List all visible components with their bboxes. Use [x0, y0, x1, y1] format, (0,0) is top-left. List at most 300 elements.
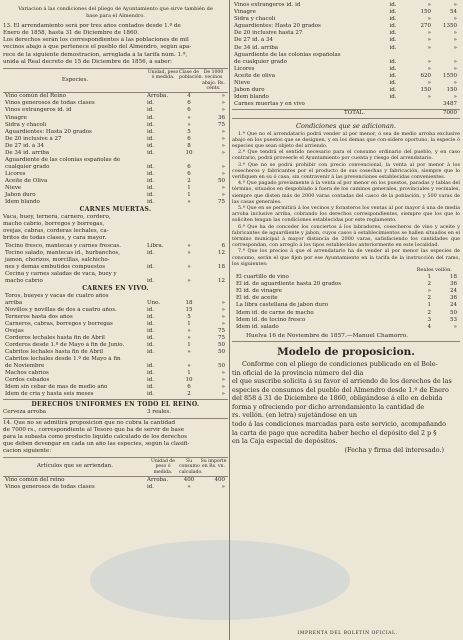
row-value-a [179, 257, 199, 264]
row-value-b: 3487 [443, 101, 457, 108]
table-row [3, 271, 228, 278]
price-row [232, 288, 460, 295]
row-label: macho cabrío [5, 277, 43, 284]
row-value-a: » [427, 80, 431, 87]
row-label: Cerdos cebados [5, 377, 50, 384]
row-unit: id. [147, 149, 155, 156]
row-value-b: » [453, 16, 457, 23]
row-label: Aguardientes: Hasta 20 grados [234, 23, 321, 30]
row-label: Machos cabríos [5, 370, 49, 377]
table-row [3, 115, 228, 122]
text-line: para la subasta como producto líquido calculado de los derechos [3, 433, 187, 440]
row-value-b: 75 [218, 199, 225, 206]
table-row [3, 171, 228, 178]
row-label: arriba [5, 299, 23, 306]
row-value-b: 75 [218, 335, 225, 342]
divider-line [3, 418, 228, 419]
table-row [3, 93, 228, 100]
row-value-b [199, 157, 228, 164]
table-header-label: Artículos que se arriendan. [37, 463, 113, 470]
row-label: Carneros, cabras, borregos y borregas [5, 320, 113, 327]
condition-paragraph: 4.ª Que pagado previamente á la venta al por menor en los puestos, paradas y tablas del término, situados en despoblado á fuera de los caminos generales, provinciales y vecinales, siempre que disten más de 2000 varas contadas del casco de la población, y 500 varas de las casas generales. [232, 180, 460, 205]
row-unit: id. [389, 72, 397, 79]
table-row [232, 59, 460, 66]
table-header-class: Clase de población. [179, 69, 204, 81]
row-label: Aguardientes: Hasta 20 grados [5, 128, 92, 135]
row-value-b: » [221, 384, 225, 391]
table-row [3, 349, 228, 356]
modelo-line: la carta de pago que acredita haber hecho el depósito del 2 p § [232, 428, 437, 437]
row-value-a: » [427, 44, 431, 51]
price-label: El id. de aceite [236, 295, 278, 302]
row-value-a: 6 [187, 107, 191, 114]
table-row [3, 199, 228, 206]
row-value-a [179, 271, 199, 278]
row-value-b: » [221, 93, 225, 100]
price-row [232, 310, 460, 317]
table-row [3, 100, 228, 107]
row-unit: id. [147, 142, 155, 149]
row-value-a: 620 [420, 72, 431, 79]
row-unit [379, 101, 407, 108]
table-header-amount: Su importe en Rs. vn. [200, 459, 227, 470]
condition-paragraph: 1.ª Que no el arrendatario podrá vender al por menor, ó sea de medio arroba exclusive abajo en los puestos que se designen, y en los demas que con-sidere oportuno, la especie ó especies que sean objeto del arriendo. [232, 130, 460, 149]
row-label: Nieve [234, 80, 251, 87]
row-label: Aguardiente de las colonias españolas de [5, 156, 121, 163]
left-column [3, 0, 228, 491]
row-value-a: 5 [187, 313, 191, 320]
table-row [232, 73, 460, 80]
row-value-a: 5 [187, 128, 191, 135]
row-value-b: » [221, 149, 225, 156]
table-row [3, 484, 228, 491]
row-unit: id. [147, 313, 155, 320]
price-cents: 24 [450, 302, 457, 309]
row-unit: id. [389, 16, 397, 23]
divider-line [232, 341, 460, 342]
price-label: Idem id. de tocino fresco [236, 316, 306, 323]
text-line: rece de la siguiente demostracion, arreglada á la tarifa núm. 1.ª, [3, 51, 188, 58]
row-value-a: 2 [187, 177, 191, 184]
table-row [3, 314, 228, 321]
row-label: Vinos generosos de todas clases [5, 100, 95, 107]
row-value-b: » [221, 142, 225, 149]
row-value-a: 6 [187, 100, 191, 107]
table-header-label: Especies. [61, 76, 89, 83]
row-label: Aguardiente de las colonias españolas [234, 51, 341, 58]
total-value: 7000 [443, 110, 457, 117]
table-row [3, 293, 228, 300]
price-cents: 53 [450, 316, 457, 323]
row-label: Vinagre [234, 9, 256, 16]
table-row [3, 391, 228, 398]
text-line: britos de todas clases, y cara mayor. [3, 235, 107, 242]
total-label: TOTAL. [344, 110, 365, 117]
row-value-a: 10 [185, 149, 193, 156]
row-value-a: » [427, 16, 431, 23]
paragraph-13 [3, 23, 228, 66]
row-value-a: » [187, 249, 191, 256]
condition-paragraph: 7.ª Que los precios á que el arrendatario ha de vender al por menor las especies de consumo, serán el que fijen por ese Ayuntamiento en la tarifa de la instrucción del ramo, los siguientes: [232, 248, 460, 267]
signature: Huelva 16 de Noviembre de 1857.—Manuel Chamorro. [246, 332, 408, 339]
table-header-consumption: Su consumo calculado. [179, 459, 203, 475]
modelo-line: tin oficial de la provincia número del dia [232, 368, 364, 377]
price-cents: » [453, 323, 457, 330]
price-cents: 50 [450, 309, 457, 316]
row-value-b: 6 [221, 242, 225, 249]
row-value-a: » [187, 363, 191, 370]
row-unit: id. [147, 349, 155, 356]
row-label: nes y demás embutidos compuestos [5, 263, 106, 270]
price-cents: 18 [450, 274, 457, 281]
row-unit: id. [389, 58, 397, 65]
table-row [3, 122, 228, 129]
prices-header: Reales vellón. [416, 266, 452, 273]
row-value-b: » [221, 320, 225, 327]
row-value-a: 150 [420, 87, 431, 94]
condition-paragraph: 6.ª Que ha de conceder los conciertos á los labradores, cosecheros de vino y aceite y fabricantes de aguardiente y jabon, cuyos casos á establecimientos se hallen situados en el término municipal á mayor distancia de 2000 varas, satisfaciendo los cantidades que correspondan, con arreglo á los tipos establecidos anteriormente en este localidad. [232, 223, 460, 249]
row-value-b: 50 [218, 177, 225, 184]
row-unit [147, 271, 179, 278]
table-row [232, 16, 460, 23]
row-value-a [407, 52, 431, 59]
row-value-a [407, 101, 431, 108]
text-line: 13. El arrendamiento será por tres años contados desde 1.º de [3, 23, 181, 30]
modelo-line: rs. vellón. (en letra) sujetándose en un [232, 411, 357, 420]
row-value-b [431, 52, 460, 59]
row-label: Vino común del Reino [5, 93, 66, 100]
row-value-b: 1350 [443, 23, 457, 30]
row-value-a: » [427, 94, 431, 101]
row-value-b: 75 [218, 328, 225, 335]
table-row [3, 300, 228, 307]
row-unit: id. [147, 121, 155, 128]
row-label: Vinos extrangeros id. id [5, 107, 72, 114]
row-value-a: 15 [185, 306, 193, 313]
condition-paragraph: 5.ª Que en se permitirá á los vecinos y forasteros los ventas al por mayor á una de media arroba inclusive arriba, cobrando los derechos correspondientes, siempre que los que lo soliciten tengan las condiciones establecidas por este reglamento. [232, 204, 460, 224]
row-value-b: » [221, 170, 225, 177]
consumption-table-continued [232, 2, 460, 108]
text-line: de 7000 rs., correspondiente al Tesoro que ha de servir de base [3, 426, 185, 433]
price-reales: 1 [427, 302, 431, 309]
row-value-a: 1 [187, 342, 191, 349]
condition-paragraph: 2.ª Que tendrá el sentido necesario para el consumo ordinario del pueblo, y en caso contrario, podrá proveerle el Ayuntamiento por cuenta y riesgo del arrendatario. [232, 149, 460, 162]
total-row [232, 109, 460, 118]
row-value-a: » [187, 335, 191, 342]
row-unit: id. [389, 30, 397, 37]
row-value-b: 54 [450, 9, 457, 16]
row-unit: id. [389, 87, 397, 94]
row-value-a: » [187, 121, 191, 128]
row-label: De 34 id. arriba [234, 44, 279, 51]
table-row [3, 409, 228, 416]
row-unit: id. [389, 23, 397, 30]
row-value-b: » [453, 2, 457, 8]
price-label: El cuartillo de vino [236, 274, 289, 281]
row-unit: id. [389, 2, 397, 8]
consumption-table [3, 477, 228, 491]
row-value-a: » [187, 349, 191, 356]
row-unit: Uno. [147, 299, 161, 306]
row-value-b: » [453, 65, 457, 72]
modelo-line: todo á las condiciones marcadas para este servicio, acompañando [232, 420, 446, 429]
row-label: De 27 id. á 34 [5, 142, 44, 149]
table-row [3, 129, 228, 136]
price-label: El id. de aguardiente hasta 20 grados [236, 281, 342, 288]
row-label: Terneros hasta dos años [5, 313, 73, 320]
conditions-title: Condiciones que se adicionan. [296, 121, 396, 130]
row-value-a: 8 [187, 142, 191, 149]
row-value-b: 50 [218, 363, 225, 370]
carnes-muertas-table [3, 243, 228, 285]
row-unit [379, 52, 407, 59]
row-label: Aceite de oliva [234, 72, 276, 79]
row-value-a: 1 [187, 320, 191, 327]
row-value-a: 6 [187, 384, 191, 391]
price-row [232, 302, 460, 309]
row-value-b: » [453, 94, 457, 101]
table-row [232, 45, 460, 52]
table-row [3, 356, 228, 363]
row-value-b: 18 [218, 263, 225, 270]
table-row [3, 136, 228, 143]
paragraph-14 [3, 420, 228, 455]
row-value-b: » [453, 58, 457, 65]
row-unit: id. [147, 192, 155, 199]
table-row [3, 477, 228, 484]
row-label: Vinos extrangeros id. id [234, 2, 301, 8]
row-value-a: 4 [187, 93, 191, 100]
row-value-b: » [221, 192, 225, 199]
price-reales: 3 [427, 316, 431, 323]
row-value-b: » [221, 484, 225, 491]
table-header [3, 457, 228, 477]
row-value-a: » [427, 65, 431, 72]
row-value-b: » [221, 391, 225, 398]
text-line: Los derechos serán los correspondientes á las poblaciones de mil [3, 37, 189, 44]
row-value-a: 1 [187, 192, 191, 199]
row-value-b: 400 [214, 477, 225, 484]
table-row [232, 94, 460, 101]
row-unit: id. [147, 249, 155, 256]
row-unit: id. [389, 94, 397, 101]
text-line: 14. Que no se admitirá proposicion que no cubra la cantidad [3, 419, 176, 426]
table-row [232, 9, 460, 16]
row-unit: id. [389, 44, 397, 51]
row-unit [147, 356, 179, 363]
row-unit: id. [147, 391, 155, 398]
row-label: Vinos generosos de todas clases [5, 484, 95, 491]
row-value-b [199, 257, 228, 264]
row-unit: id. [147, 335, 155, 342]
row-unit: id. [389, 9, 397, 16]
condition-paragraph: 3.ª Que no se podrá prohibir con precio convencional, la venta al por menor á los cosecheros y fabricantes por el producto de sus cosechas y fabricación, siempre que lo verifiquen en su ó casa, sin contravenir á las prevenciones establecidas convenientes. [232, 161, 460, 180]
table-row [3, 307, 228, 314]
right-column [232, 0, 460, 454]
row-label: Vino común del reino [5, 477, 65, 484]
row-value-a: 6 [187, 163, 191, 170]
row-value-b: » [221, 313, 225, 320]
row-unit: id. [147, 263, 155, 270]
row-value-a: » [187, 242, 191, 249]
row-unit: id. [389, 80, 397, 87]
section-heading: CARNES MUERTAS. [79, 206, 152, 214]
price-label: Idem id. salado [236, 323, 279, 330]
conditions-list [232, 131, 460, 267]
table-row [3, 335, 228, 342]
price-row [232, 317, 460, 324]
modelo-line: el que suscribe solicita á su favor el arriendo de los derechos de las [232, 377, 452, 386]
row-value-a [179, 293, 199, 300]
table-row [232, 2, 460, 9]
modelo-line: especies de consumos del pueblo del Almendro desde 1.º de Enero [232, 385, 449, 394]
table-row [3, 328, 228, 335]
row-label: cualquier grado [5, 163, 50, 170]
row-value-b: 50 [218, 342, 225, 349]
row-value-a: 150 [420, 9, 431, 16]
price-reales: » [427, 288, 431, 295]
row-unit: id. [147, 277, 155, 284]
row-label: Jabon duro [5, 192, 36, 199]
modelo-line: Conforme con el pliego de condiciones publicado en el Bole- [242, 359, 438, 368]
table-row [232, 101, 460, 108]
row-value-a: 18 [185, 299, 193, 306]
price-cents: 36 [450, 281, 457, 288]
price-label: La libra castellana de jabon duro [236, 302, 329, 309]
modelo-title: Modelo de proposicion. [277, 345, 415, 358]
row-value-b [199, 271, 228, 278]
row-value-b: » [453, 44, 457, 51]
modelo-line: forma y ofreciendo por dicho arrendamiento la cantidad de [232, 402, 425, 411]
text-line: Enero de 1858, hasta 31 de Diciembre de 1860. [3, 30, 139, 37]
row-label: Idem sin cebar de mas de medio año [5, 384, 108, 391]
row-unit: id. [389, 65, 397, 72]
row-unit: id. [147, 320, 155, 327]
section-heading: DERECHOS UNIFORMES EN TODO EL REINO. [31, 401, 200, 409]
price-reales: 2 [427, 309, 431, 316]
row-unit: id. [147, 306, 155, 313]
row-unit: id. [389, 37, 397, 44]
row-unit: id. [147, 128, 155, 135]
row-label: Tocino fresco, mantecas y carnes frescas. [5, 242, 121, 249]
table-row [232, 87, 460, 94]
row-value-a [179, 356, 199, 363]
row-value-a: 2 [187, 391, 191, 398]
row-value-b: » [221, 107, 225, 114]
row-label: Jabon duro [234, 87, 265, 94]
row-label: Cerveza arroba [3, 409, 47, 416]
row-label: Carnes muertas y en vivo [234, 101, 305, 108]
text-line: ovejas, cabras, corderas lechales, ca- [3, 228, 109, 235]
row-label: de cualquier grado [234, 58, 287, 65]
table-row [3, 157, 228, 164]
row-value-a: » [427, 37, 431, 44]
row-value-a: 270 [420, 23, 431, 30]
row-value-a: » [187, 484, 191, 491]
row-unit: id. [147, 170, 155, 177]
table-row [3, 107, 228, 114]
table-row [3, 192, 228, 199]
row-label: de Noviembre [5, 363, 45, 370]
price-row [232, 324, 460, 331]
table-row [3, 243, 228, 250]
table-row [3, 143, 228, 150]
row-unit: id. [147, 370, 155, 377]
row-label: jamon, chorizos, morcillas, salchicho- [5, 256, 110, 263]
row-unit: id. [147, 107, 155, 114]
printer-footer: IMPRENTA DEL BOLETIN OFICIAL. [297, 631, 398, 636]
table-row [3, 150, 228, 157]
row-value-a: 1 [187, 184, 191, 191]
text-line: Vaca, buey, ternera, carnero, cordero, [3, 214, 111, 221]
row-unit [147, 257, 179, 264]
price-reales: 2 [427, 281, 431, 288]
row-unit [147, 157, 179, 164]
row-unit: id. [147, 100, 155, 107]
section-heading: CARNES EN VIVO. [82, 284, 149, 292]
row-unit: id. [147, 184, 155, 191]
carnes-vivo-table [3, 293, 228, 399]
table-row [3, 377, 228, 384]
row-label: Cabritos lechales hasta fin de Abril [5, 349, 103, 356]
row-label: Sidra y chacolí [5, 121, 47, 128]
row-value-a: » [187, 199, 191, 206]
text-line: macho cabrío, borregos y borregas, [3, 221, 105, 228]
price-reales: 1 [427, 274, 431, 281]
row-label: Cecina y carnes saladas de vaca, buey y [5, 270, 117, 277]
row-value-b: » [221, 184, 225, 191]
row-unit: id. [147, 384, 155, 391]
table-header-rate: De 1000 vecinos abajo. Rs. cénts. [202, 69, 225, 91]
table-row [3, 264, 228, 271]
intro-line: base para el Almendro. [86, 13, 145, 20]
row-value-b: 75 [218, 121, 225, 128]
row-value-a: 1 [187, 370, 191, 377]
row-value-a: » [427, 30, 431, 37]
row-label: Idem blando [234, 94, 269, 101]
table-row [232, 23, 460, 30]
row-unit: id. [147, 342, 155, 349]
row-label: Ovejas [5, 328, 24, 335]
row-label: Idem de cria y hasta seis meses [5, 391, 94, 398]
table-row [3, 164, 228, 171]
row-label: Toros, bueyes y vacas de cuatro años [5, 292, 109, 299]
row-value-a: 6 [187, 170, 191, 177]
row-value-a: » [187, 114, 191, 121]
modelo-line: (Fecha y firma del interesado.) [344, 445, 444, 454]
row-value-b: » [453, 30, 457, 37]
row-label: Licores [5, 170, 26, 177]
price-row [232, 274, 460, 281]
table-row [232, 30, 460, 37]
row-unit: id. [147, 377, 155, 384]
row-value-b: 12 [218, 249, 225, 256]
row-label: Corderos lechales hasta fin de Abril [5, 335, 105, 342]
price-cents: 24 [450, 288, 457, 295]
row-label: Licores [234, 65, 255, 72]
row-unit [147, 293, 179, 300]
row-label: Corderos desde 1.º de Mayo á fin de Junio. [5, 342, 125, 349]
row-unit: id. [147, 328, 155, 335]
price-row [232, 295, 460, 302]
row-value-a: » [187, 277, 191, 284]
row-value-b [199, 356, 228, 363]
table-row [3, 250, 228, 257]
row-unit: Libra. [147, 242, 164, 249]
row-label: Nieve [5, 184, 22, 191]
table-header [3, 68, 228, 94]
carnes-muertas-text [3, 214, 228, 242]
